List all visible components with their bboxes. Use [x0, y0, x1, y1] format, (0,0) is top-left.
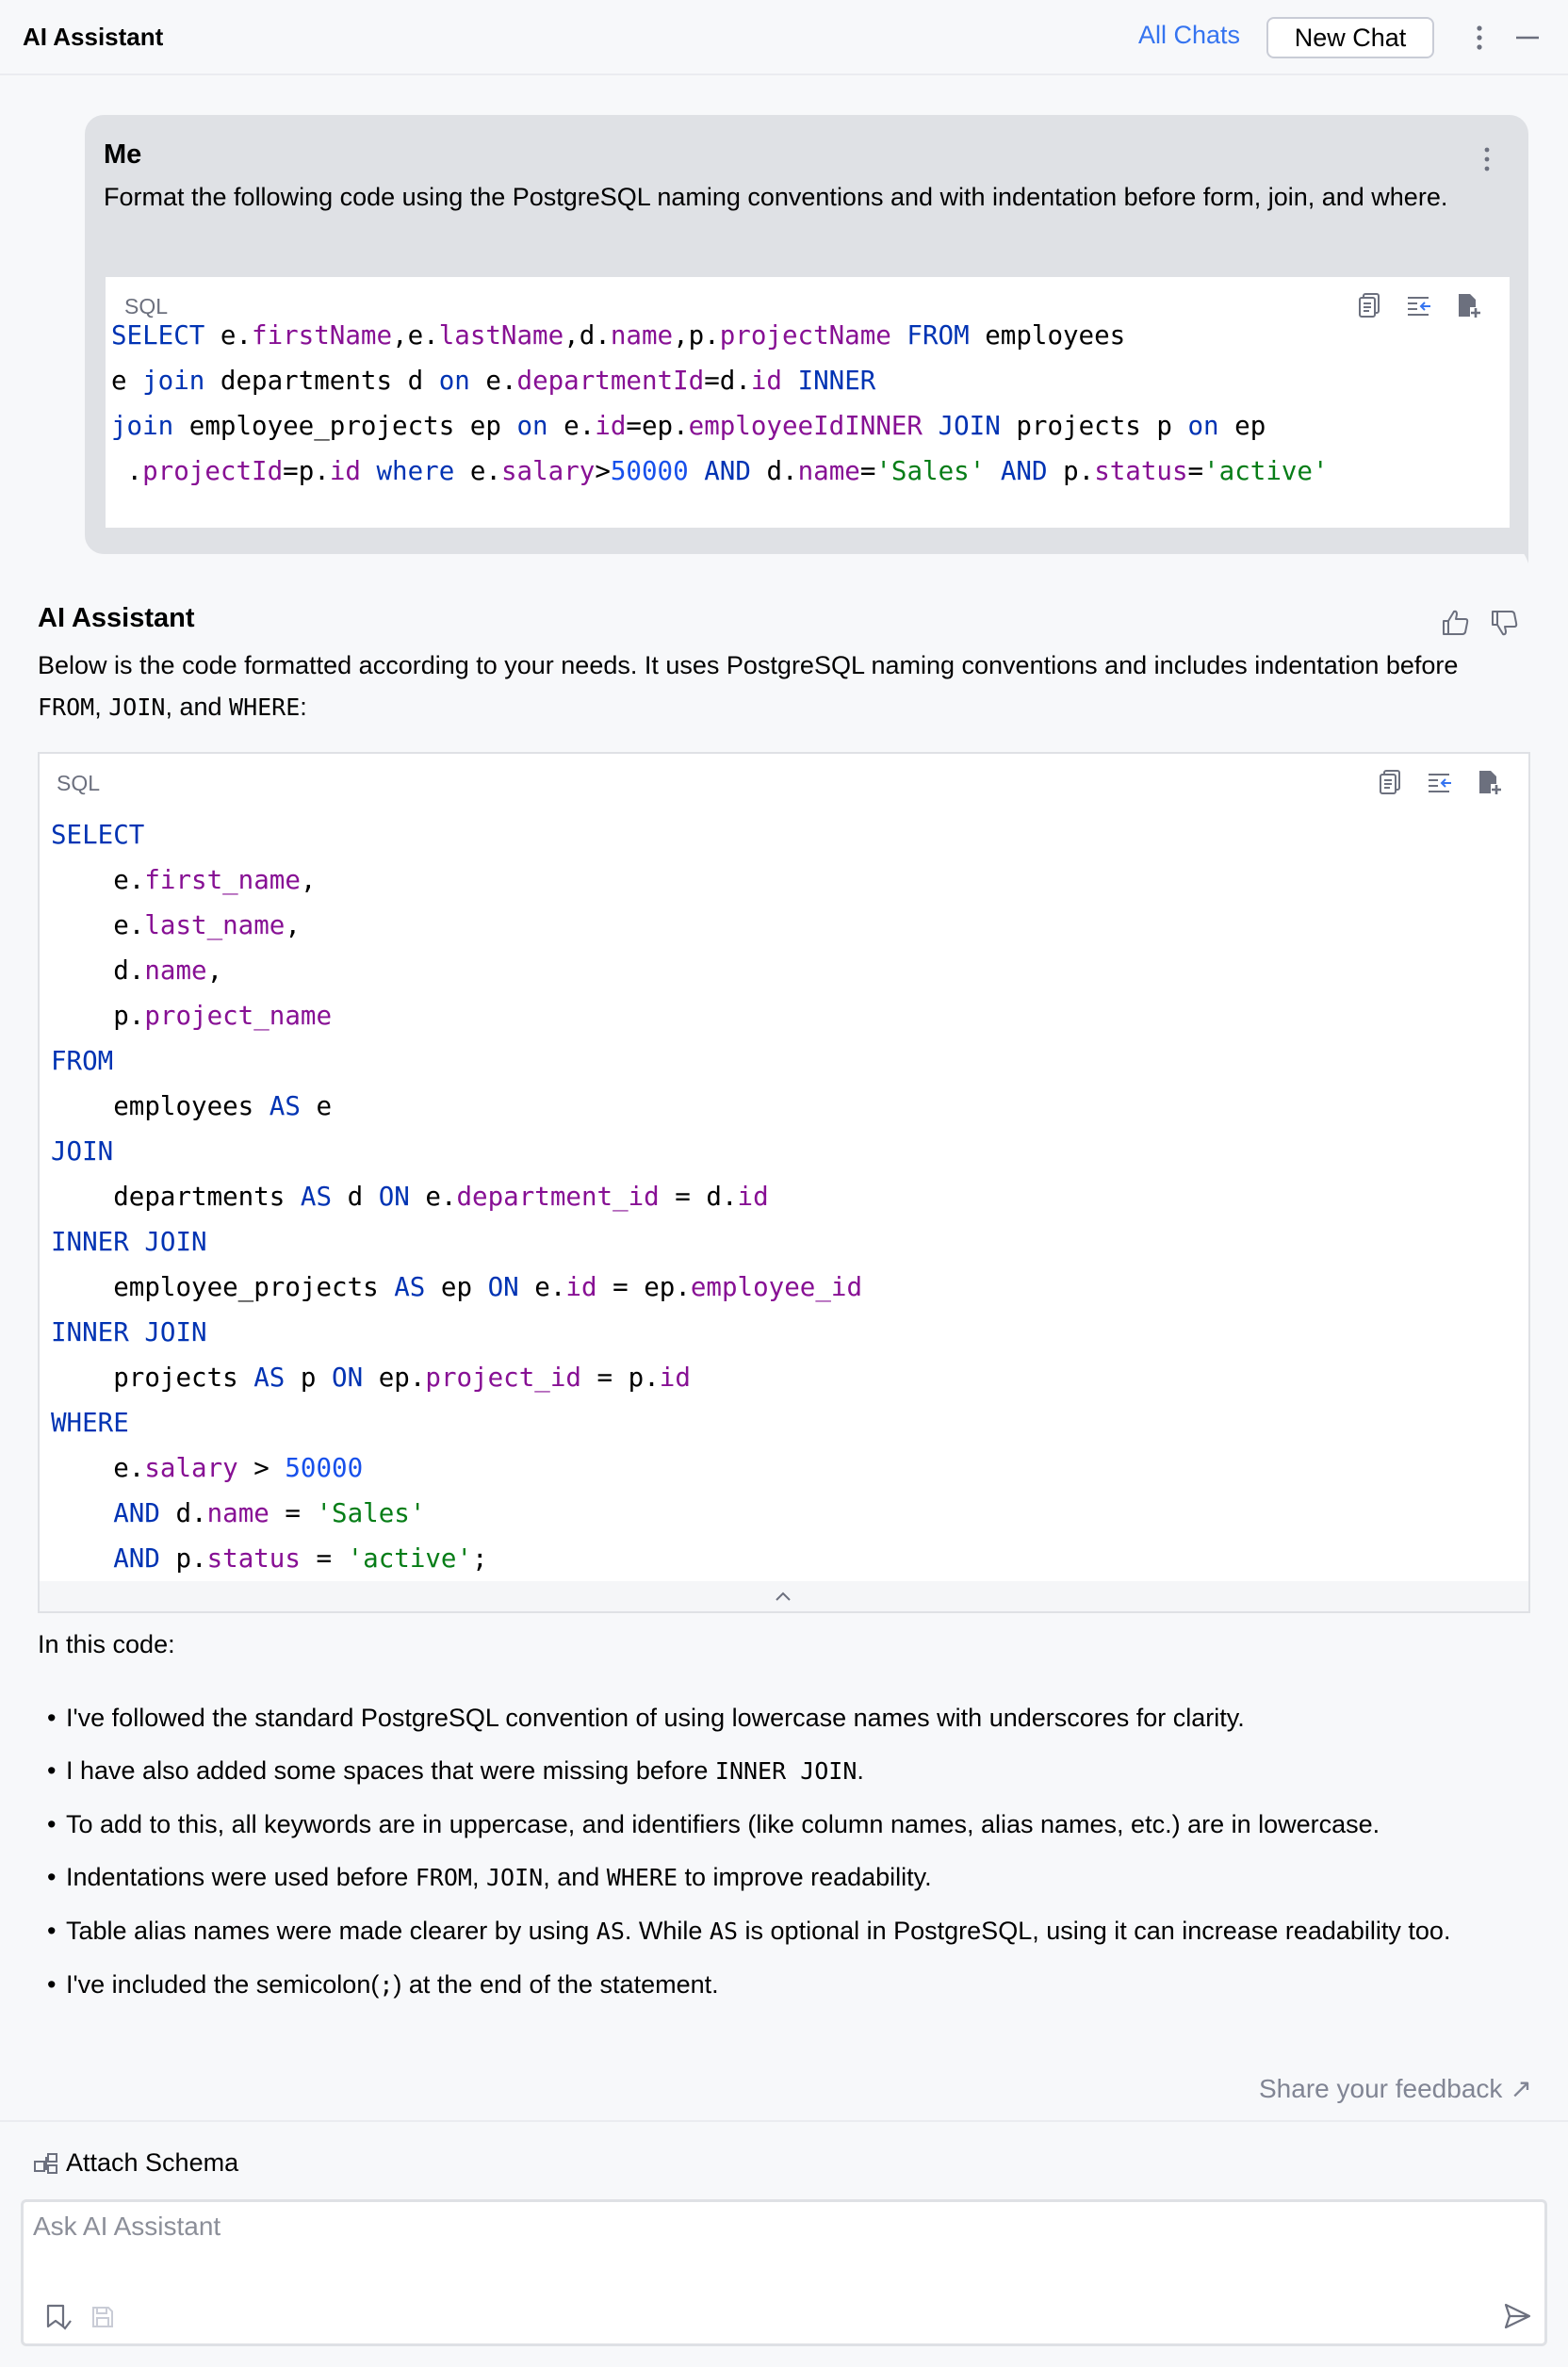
- bookmark-icon[interactable]: [42, 2300, 74, 2332]
- assistant-header: [0, 0, 1568, 75]
- explanation-heading: In this code:: [38, 1630, 175, 1658]
- thumbs-up-icon[interactable]: [1440, 607, 1472, 639]
- collapse-code-bar[interactable]: [40, 1581, 1528, 1611]
- new-file-icon[interactable]: [1474, 767, 1504, 797]
- panel-title: AI Assistant: [23, 23, 164, 51]
- save-icon[interactable]: [90, 2304, 116, 2330]
- share-feedback-label: Share your feedback: [1259, 2073, 1503, 2103]
- code-language-label: SQL: [57, 771, 101, 795]
- share-feedback-link[interactable]: [1259, 2073, 1532, 2104]
- copy-icon[interactable]: [1376, 767, 1406, 797]
- chat-input-box: [21, 2199, 1547, 2346]
- insert-at-caret-icon[interactable]: [1404, 290, 1434, 320]
- explanation-list: [38, 1696, 1536, 2016]
- external-link-icon: ↗: [1510, 2074, 1532, 2103]
- kebab-icon[interactable]: [1478, 143, 1496, 175]
- new-chat-button[interactable]: New Chat: [1266, 17, 1434, 58]
- code-language-label: SQL: [124, 294, 169, 318]
- copy-icon[interactable]: [1355, 290, 1385, 320]
- user-message-bubble: [85, 115, 1528, 554]
- list-item: • Table alias names were made clearer by using AS. While AS is optional in PostgreSQL, using it can increase readability too.: [38, 1909, 1536, 1953]
- thumbs-down-icon[interactable]: [1489, 607, 1521, 639]
- all-chats-link[interactable]: All Chats: [1138, 21, 1241, 49]
- list-item: • Indentations were used before FROM, JOIN, and WHERE to improve readability.: [38, 1855, 1536, 1900]
- new-file-icon[interactable]: [1453, 290, 1483, 320]
- chevron-up-icon[interactable]: [773, 1589, 793, 1604]
- list-item: • I've followed the standard PostgreSQL convention of using lowercase names with underscores for clarity.: [38, 1696, 1536, 1739]
- code-block: [38, 752, 1530, 1613]
- minimize-icon[interactable]: [1513, 26, 1542, 49]
- footer-divider: [0, 2120, 1568, 2122]
- insert-at-caret-icon[interactable]: [1425, 767, 1455, 797]
- list-item: • I have also added some spaces that were missing before INNER JOIN.: [38, 1749, 1536, 1793]
- schema-icon: [32, 2150, 60, 2177]
- list-item: • I've included the semicolon(;) at the end of the statement.: [38, 1963, 1536, 2007]
- message-text: Format the following code using the PostgreSQL naming conventions and with indentation before form, join, and where.: [104, 183, 1448, 211]
- code-block: [104, 275, 1511, 530]
- code-content: SELECT e.firstName,e.lastName,d.name,p.projectName FROM employees e join departments d on e.departmentId=d.id INNER join employee_projects ep on e.id=ep.employeeIdINNER JOIN projects p on ep .projectId=p.id where e.salary>50000 AND d.name='Sales' AND p.status='active': [111, 320, 1329, 486]
- assistant-intro-text: Below is the code formatted according to your needs. It uses PostgreSQL naming conventions and includes indentation before FROM, JOIN, and WHERE:: [38, 651, 1459, 721]
- list-item: • To add to this, all keywords are in uppercase, and identifiers (like column names, alias names, etc.) are in lowercase.: [38, 1803, 1536, 1846]
- code-toolbar: [1355, 290, 1483, 320]
- code-toolbar: [1376, 767, 1504, 797]
- message-author: Me: [104, 139, 142, 170]
- attach-schema-button[interactable]: [32, 2148, 238, 2178]
- chat-input[interactable]: [33, 2212, 1531, 2287]
- send-icon[interactable]: [1501, 2300, 1533, 2332]
- code-content: SELECT e.first_name, e.last_name, d.name, p.project_name FROM employees AS e JOIN departments AS d ON e.department_id = d.id INNER JOIN employee_projects AS ep ON e.id = ep.employee_id INNER JOIN projects AS p ON ep.project_id = p.id WHERE e.salary > 50000 AND d.name = 'Sales' AND p.status = 'active';: [51, 820, 862, 1574]
- message-author: AI Assistant: [38, 603, 195, 633]
- attach-schema-label: Attach Schema: [66, 2148, 239, 2177]
- kebab-icon[interactable]: [1468, 21, 1491, 55]
